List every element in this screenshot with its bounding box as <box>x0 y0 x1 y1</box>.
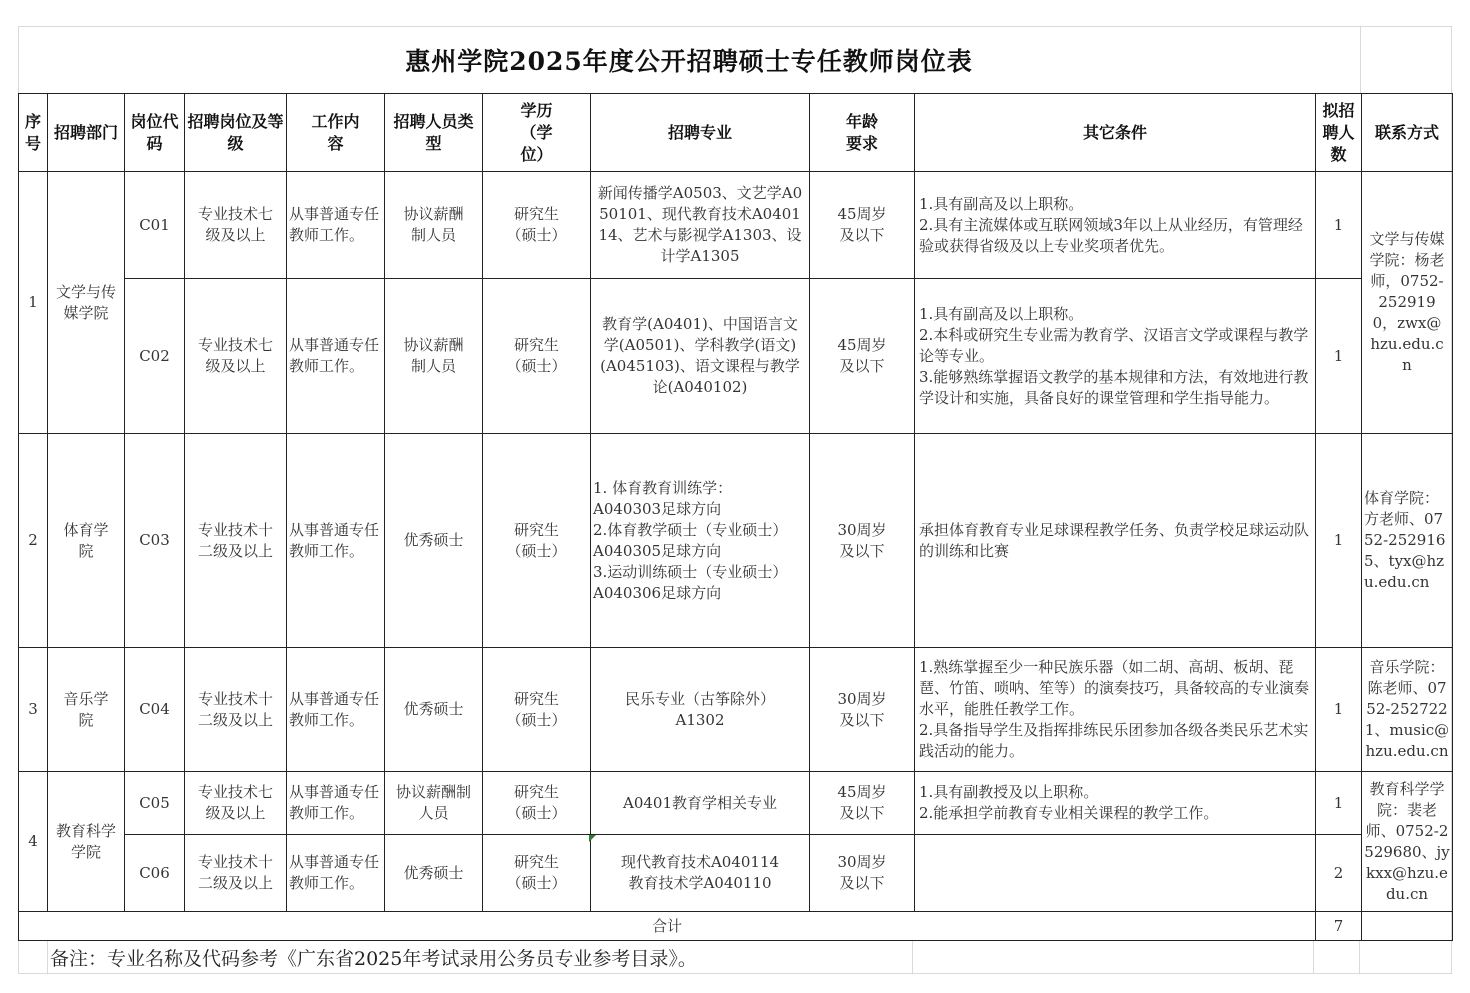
cell-major <box>591 648 810 772</box>
cell-contact <box>1362 772 1453 912</box>
cell-age: 45周岁及以下 <box>810 172 915 279</box>
other-line: 2.具备指导学生及指挥排练民乐团参加各级各类民乐艺术实践活动的能力。 <box>919 721 1309 760</box>
header-code: 岗位代码 <box>125 94 185 172</box>
header-post: 招聘岗位及等级 <box>185 94 287 172</box>
cell-post: 专业技术七级及以上 <box>185 772 287 835</box>
cell-count: 1 <box>1316 772 1362 835</box>
cell-other <box>915 772 1316 835</box>
other-line: 1.熟练掌握至少一种民族乐器（如二胡、高胡、板胡、琵琶、竹笛、唢呐、笙等）的演奏技巧，具备较高的专业演奏水平，能胜任教学工作。 <box>919 658 1310 718</box>
table-row <box>19 279 1453 434</box>
cell-dept: 体育学院 <box>48 434 125 648</box>
footnote: 备注：专业名称及代码参考《广东省2025年考试录用公务员专业参考目录》。 <box>50 948 697 970</box>
cell-type: 优秀硕士 <box>385 835 483 912</box>
table-row <box>19 434 1453 648</box>
cell-code: C05 <box>125 772 185 835</box>
major-line: 现代教育技术A040114 <box>620 853 780 871</box>
header-row <box>19 94 1453 172</box>
header-work: 工作内容 <box>287 94 385 172</box>
cell-dept: 教育科学学院 <box>48 772 125 912</box>
cell-post: 专业技术十二级及以上 <box>185 648 287 772</box>
header-type: 招聘人员类型 <box>385 94 483 172</box>
cell-seq: 3 <box>19 648 48 772</box>
cell-major: 新闻传播学A0503、文艺学A050101、现代教育技术A040114、艺术与影视学A1303、设计学A1305 <box>591 172 810 279</box>
cell-type: 优秀硕士 <box>385 434 483 648</box>
cell-edu: 研究生（硕士） <box>483 648 591 772</box>
cell-type: 协议薪酬制人员 <box>385 772 483 835</box>
cell-contact <box>1362 648 1453 772</box>
cell-code: C01 <box>125 172 185 279</box>
header-dept: 招聘部门 <box>48 94 125 172</box>
cell-other <box>915 434 1316 648</box>
cell-post: 专业技术十二级及以上 <box>185 434 287 648</box>
other-line: 2.能承担学前教育专业相关课程的教学工作。 <box>919 804 1219 822</box>
cell-edu: 研究生（硕士） <box>483 772 591 835</box>
grid-line <box>1313 941 1314 974</box>
cell-age: 30周岁及以下 <box>810 835 915 912</box>
grid-line <box>1359 941 1360 974</box>
cell-count: 1 <box>1316 434 1362 648</box>
cell-other <box>915 835 1316 912</box>
cell-post: 专业技术十二级及以上 <box>185 835 287 912</box>
cell-major <box>591 434 810 648</box>
major-line: 教育技术学A040110 <box>628 874 772 892</box>
cell-code: C06 <box>125 835 185 912</box>
cell-edu: 研究生（硕士） <box>483 835 591 912</box>
major-line: 3.运动训练硕士（专业硕士） <box>593 562 788 581</box>
cell-code: C03 <box>125 434 185 648</box>
cell-other <box>915 172 1316 279</box>
table-row <box>19 835 1453 912</box>
grid-line <box>47 941 48 974</box>
total-label: 合计 <box>19 912 1316 941</box>
cell-type: 协议薪酬制人员 <box>385 279 483 434</box>
cell-major: 教育学(A0401)、中国语言文学(A0501)、学科教学(语文) (A045103)、语文课程与教学论(A040102) <box>591 279 810 434</box>
cell-seq: 4 <box>19 772 48 912</box>
cell-count: 2 <box>1316 835 1362 912</box>
cell-edu: 研究生（硕士） <box>483 172 591 279</box>
total-empty <box>1362 912 1453 941</box>
total-count: 7 <box>1316 912 1362 941</box>
cell-major <box>591 772 810 835</box>
cell-work: 从事普通专任教师工作。 <box>287 279 385 434</box>
major-line: A0401教育学相关专业 <box>622 793 777 812</box>
header-edu: 学历（学位） <box>483 94 591 172</box>
cell-type: 优秀硕士 <box>385 648 483 772</box>
cell-dept: 文学与传媒学院 <box>48 172 125 434</box>
other-line: 2.具有主流媒体或互联网领域3年以上从业经历，有管理经验或获得省级及以上专业奖项者优先。 <box>919 215 1303 255</box>
header-seq: 序号 <box>19 94 48 172</box>
table-row <box>19 648 1453 772</box>
header-other: 其它条件 <box>915 94 1316 172</box>
major-line: A040306足球方向 <box>593 583 722 602</box>
grid-line <box>912 941 913 974</box>
cell-seq: 1 <box>19 172 48 434</box>
title-spacer-cell <box>1360 26 1452 94</box>
header-contact: 联系方式 <box>1362 94 1453 172</box>
cell-age: 30周岁及以下 <box>810 434 915 648</box>
cell-count: 1 <box>1316 172 1362 279</box>
header-age: 年龄要求 <box>810 94 915 172</box>
page-title: 惠州学院2025年度公开招聘硕士专任教师岗位表 <box>405 47 973 76</box>
cell-age: 45周岁及以下 <box>810 772 915 835</box>
major-line: 2.体育教学硕士（专业硕士） <box>593 520 788 539</box>
cell-contact: 文学与传媒学院：杨老师，0752-2529190，zwx@hzu.edu.cn <box>1362 172 1453 434</box>
positions-table <box>18 93 1453 941</box>
work-text: 从事普通专任教师工作。 <box>289 783 380 822</box>
cell-edu: 研究生（硕士） <box>483 279 591 434</box>
header-major: 招聘专业 <box>591 94 810 172</box>
other-line: 3.能够熟练掌握语文教学的基本规律和方法，有效地进行教学设计和实施，具备良好的课堂管理和学生指导能力。 <box>919 367 1309 407</box>
cell-post: 专业技术七级及以上 <box>185 279 287 434</box>
cell-edu: 研究生（硕士） <box>483 434 591 648</box>
cell-other <box>915 279 1316 434</box>
cell-post: 专业技术七级及以上 <box>185 172 287 279</box>
comment-marker-icon <box>589 835 596 842</box>
cell-work: 从事普通专任教师工作。 <box>287 648 385 772</box>
other-line: 2.本科或研究生专业需为教育学、汉语言文学或课程与教学论等专业。 <box>919 325 1309 365</box>
cell-age: 30周岁及以下 <box>810 648 915 772</box>
cell-work: 从事普通专任教师工作。 <box>287 172 385 279</box>
cell-work: 从事普通专任教师工作。 <box>287 835 385 912</box>
cell-work: 从事普通专任教师工作。 <box>287 434 385 648</box>
table-row <box>19 772 1453 835</box>
other-line: 1.具有副教授及以上职称。 <box>919 783 1099 801</box>
cell-work <box>287 772 385 835</box>
contact-text: 教育科学学院：裴老师、0752-2529680、jykxx@hzu.edu.cn <box>1364 779 1450 903</box>
major-line: 1. 体育教育训练学： <box>593 478 733 497</box>
other-line: 1.具有副高及以上职称。 <box>919 304 1084 323</box>
major-line: A040305足球方向 <box>593 541 722 560</box>
cell-type: 协议薪酬制人员 <box>385 172 483 279</box>
contact-text: 音乐学院：陈老师、0752-2527221、music@hzu.edu.cn <box>1364 658 1450 760</box>
cell-major <box>591 835 810 912</box>
other-line: 承担体育教育专业足球课程教学任务、负责学校足球运动队的训练和比赛 <box>919 520 1310 560</box>
cell-contact: 体育学院：方老师、0752-2529165、tyx@hzu.edu.cn <box>1362 434 1453 648</box>
cell-count: 1 <box>1316 279 1362 434</box>
cell-seq: 2 <box>19 434 48 648</box>
cell-other <box>915 648 1316 772</box>
cell-code: C02 <box>125 279 185 434</box>
cell-code: C04 <box>125 648 185 772</box>
cell-dept: 音乐学院 <box>48 648 125 772</box>
header-count: 拟招聘人数 <box>1316 94 1362 172</box>
major-line: A1302 <box>675 710 725 729</box>
cell-count: 1 <box>1316 648 1362 772</box>
other-line: 1.具有副高及以上职称。 <box>919 194 1084 213</box>
major-line: 民乐专业（古筝除外） <box>624 689 775 708</box>
major-line: A040303足球方向 <box>593 499 722 518</box>
cell-age: 45周岁及以下 <box>810 279 915 434</box>
table-row <box>19 172 1453 279</box>
total-row <box>19 912 1453 941</box>
